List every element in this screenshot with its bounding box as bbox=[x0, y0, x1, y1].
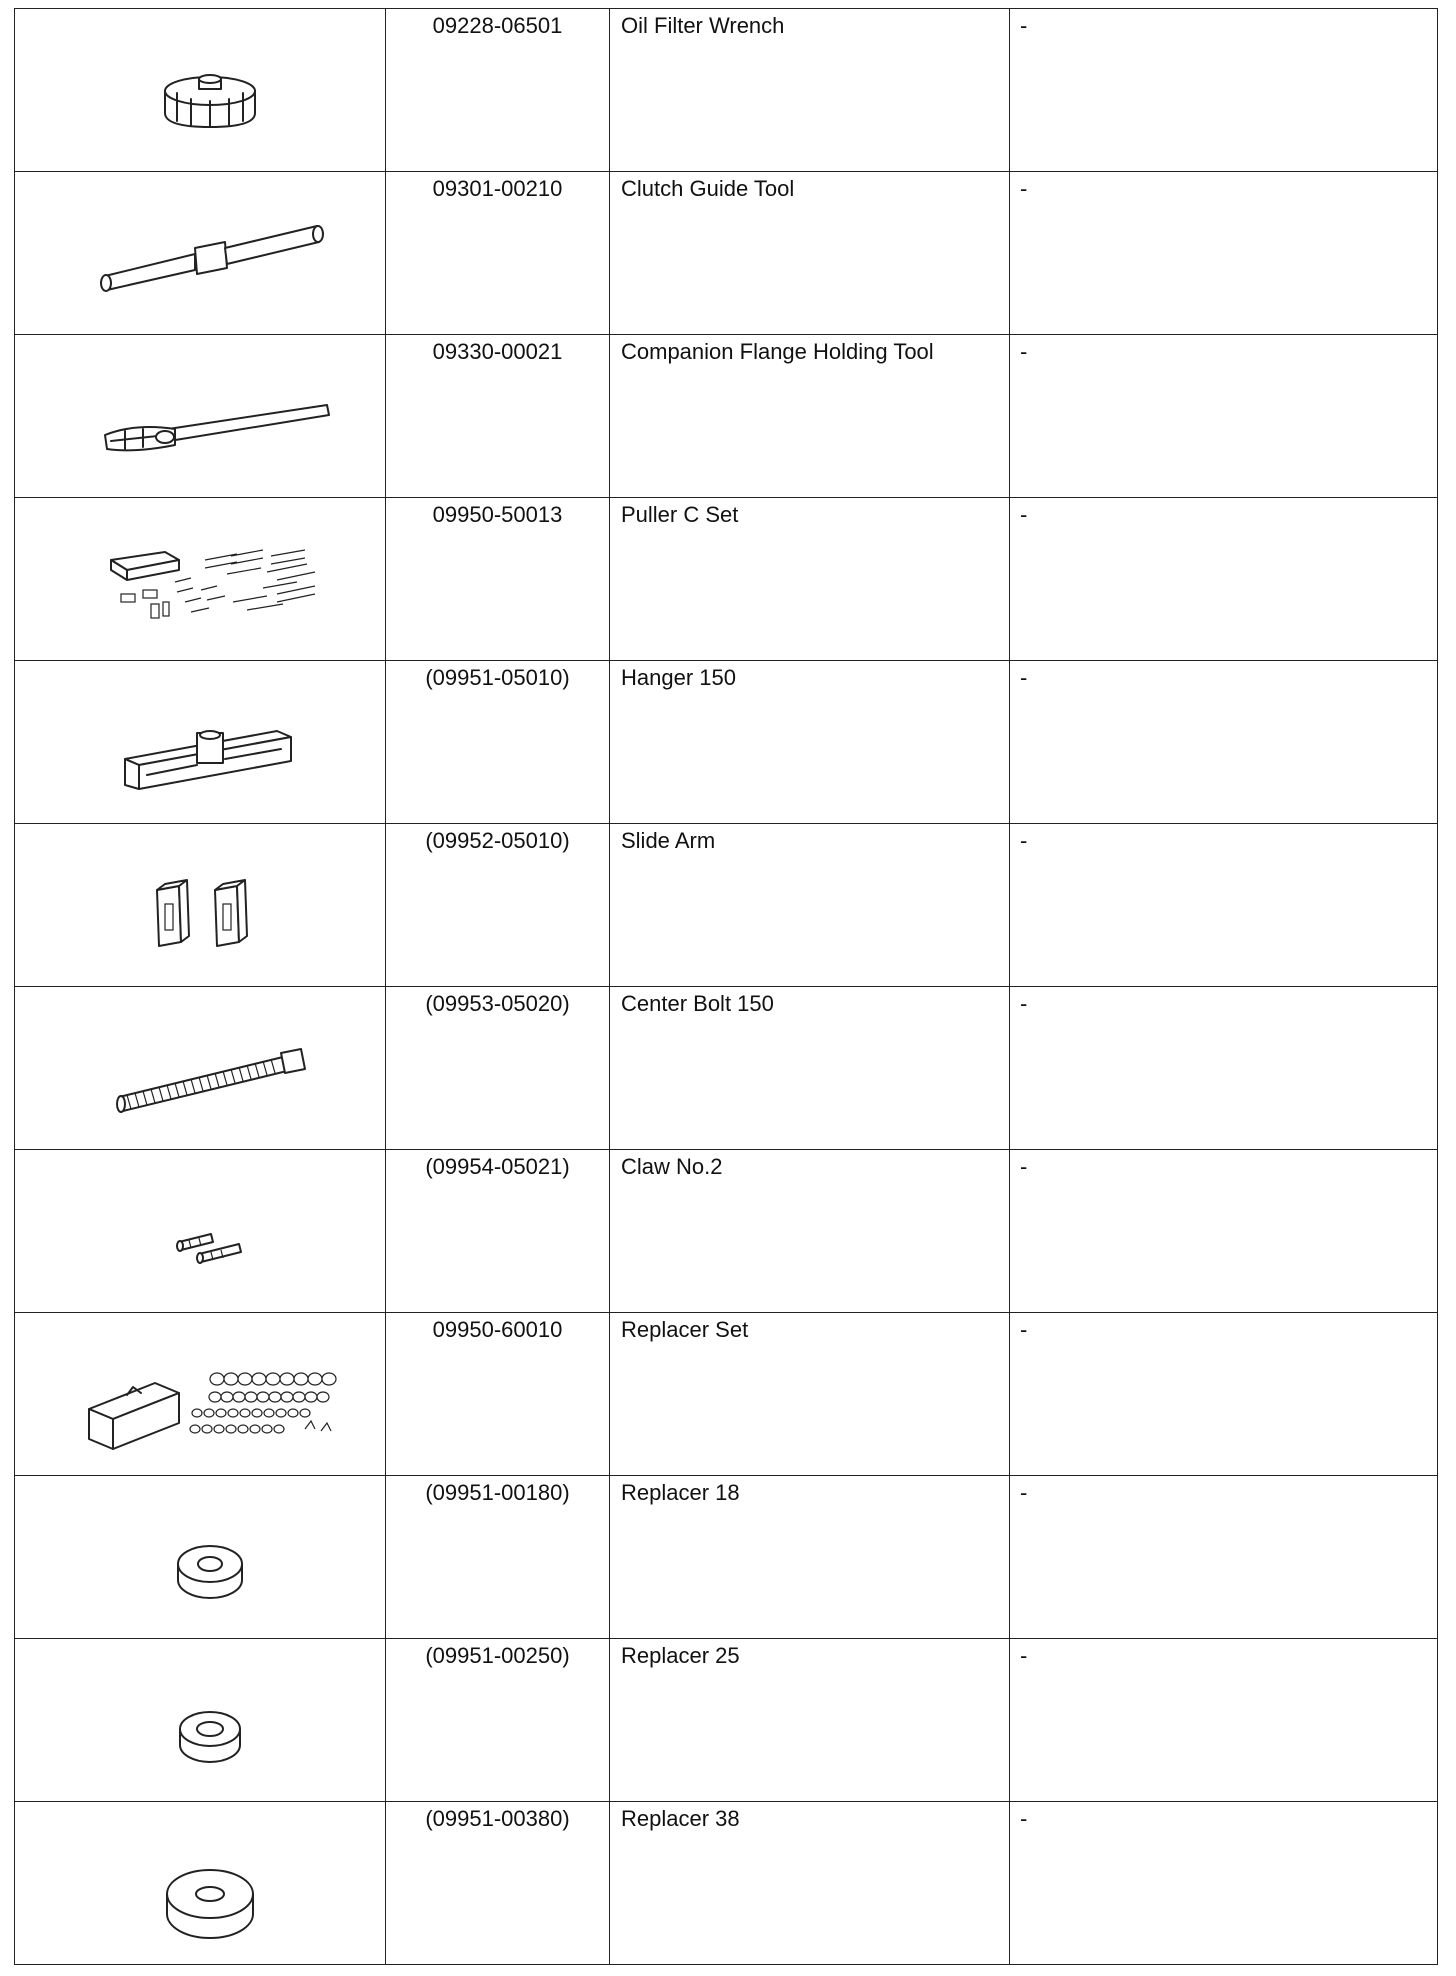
tool-illustration-cell bbox=[15, 824, 386, 987]
tool-illustration-cell bbox=[15, 1150, 386, 1313]
tool-name: Companion Flange Holding Tool bbox=[610, 335, 1010, 498]
tool-name: Replacer 25 bbox=[610, 1639, 1010, 1802]
tool-note: - bbox=[1010, 1150, 1438, 1313]
tool-illustration-cell bbox=[15, 661, 386, 824]
table-row bbox=[15, 335, 1438, 498]
tool-name: Hanger 150 bbox=[610, 661, 1010, 824]
tool-name: Replacer 38 bbox=[610, 1802, 1010, 1965]
tool-name: Replacer Set bbox=[610, 1313, 1010, 1476]
part-number: (09954-05021) bbox=[386, 1150, 610, 1313]
tool-name: Slide Arm bbox=[610, 824, 1010, 987]
slide-arm-icon bbox=[15, 824, 385, 982]
tool-note: - bbox=[1010, 1639, 1438, 1802]
part-number: 09228-06501 bbox=[386, 9, 610, 172]
table-row bbox=[15, 9, 1438, 172]
table-row bbox=[15, 661, 1438, 824]
tool-note: - bbox=[1010, 498, 1438, 661]
tool-illustration-cell bbox=[15, 172, 386, 335]
part-number: 09950-60010 bbox=[386, 1313, 610, 1476]
replacer-set-icon bbox=[15, 1313, 385, 1471]
special-service-tools-table bbox=[14, 8, 1438, 1965]
tool-name: Claw No.2 bbox=[610, 1150, 1010, 1313]
tool-illustration-cell bbox=[15, 1476, 386, 1639]
center-bolt-150-icon bbox=[15, 987, 385, 1145]
tool-note: - bbox=[1010, 172, 1438, 335]
table-row bbox=[15, 824, 1438, 987]
table-row bbox=[15, 1313, 1438, 1476]
tool-note: - bbox=[1010, 661, 1438, 824]
table-row bbox=[15, 172, 1438, 335]
part-number: 09301-00210 bbox=[386, 172, 610, 335]
tool-name: Center Bolt 150 bbox=[610, 987, 1010, 1150]
tool-illustration-cell bbox=[15, 335, 386, 498]
tool-illustration-cell bbox=[15, 1313, 386, 1476]
puller-c-set-icon bbox=[15, 498, 385, 656]
tool-name: Replacer 18 bbox=[610, 1476, 1010, 1639]
hanger-150-icon bbox=[15, 661, 385, 819]
part-number: (09951-00250) bbox=[386, 1639, 610, 1802]
table-row bbox=[15, 987, 1438, 1150]
tool-name: Oil Filter Wrench bbox=[610, 9, 1010, 172]
part-number: 09950-50013 bbox=[386, 498, 610, 661]
tool-note: - bbox=[1010, 335, 1438, 498]
replacer-38-icon bbox=[15, 1802, 385, 1960]
tool-name: Puller C Set bbox=[610, 498, 1010, 661]
tool-illustration-cell bbox=[15, 9, 386, 172]
tool-illustration-cell bbox=[15, 987, 386, 1150]
tool-note: - bbox=[1010, 9, 1438, 172]
table-row bbox=[15, 498, 1438, 661]
table-row bbox=[15, 1476, 1438, 1639]
part-number: (09951-00180) bbox=[386, 1476, 610, 1639]
part-number: 09330-00021 bbox=[386, 335, 610, 498]
part-number: (09952-05010) bbox=[386, 824, 610, 987]
tool-note: - bbox=[1010, 1313, 1438, 1476]
tool-illustration-cell bbox=[15, 498, 386, 661]
tool-note: - bbox=[1010, 1802, 1438, 1965]
tool-illustration-cell bbox=[15, 1802, 386, 1965]
part-number: (09951-05010) bbox=[386, 661, 610, 824]
tool-note: - bbox=[1010, 987, 1438, 1150]
part-number: (09953-05020) bbox=[386, 987, 610, 1150]
oil-filter-wrench-icon bbox=[15, 9, 385, 167]
tool-illustration-cell bbox=[15, 1639, 386, 1802]
tool-note: - bbox=[1010, 824, 1438, 987]
tool-name: Clutch Guide Tool bbox=[610, 172, 1010, 335]
replacer-25-icon bbox=[15, 1639, 385, 1797]
table-row bbox=[15, 1150, 1438, 1313]
companion-flange-holding-tool-icon bbox=[15, 335, 385, 493]
claw-no2-icon bbox=[15, 1150, 385, 1308]
clutch-guide-tool-icon bbox=[15, 172, 385, 330]
table-row bbox=[15, 1639, 1438, 1802]
replacer-18-icon bbox=[15, 1476, 385, 1634]
tool-note: - bbox=[1010, 1476, 1438, 1639]
part-number: (09951-00380) bbox=[386, 1802, 610, 1965]
table-row bbox=[15, 1802, 1438, 1965]
